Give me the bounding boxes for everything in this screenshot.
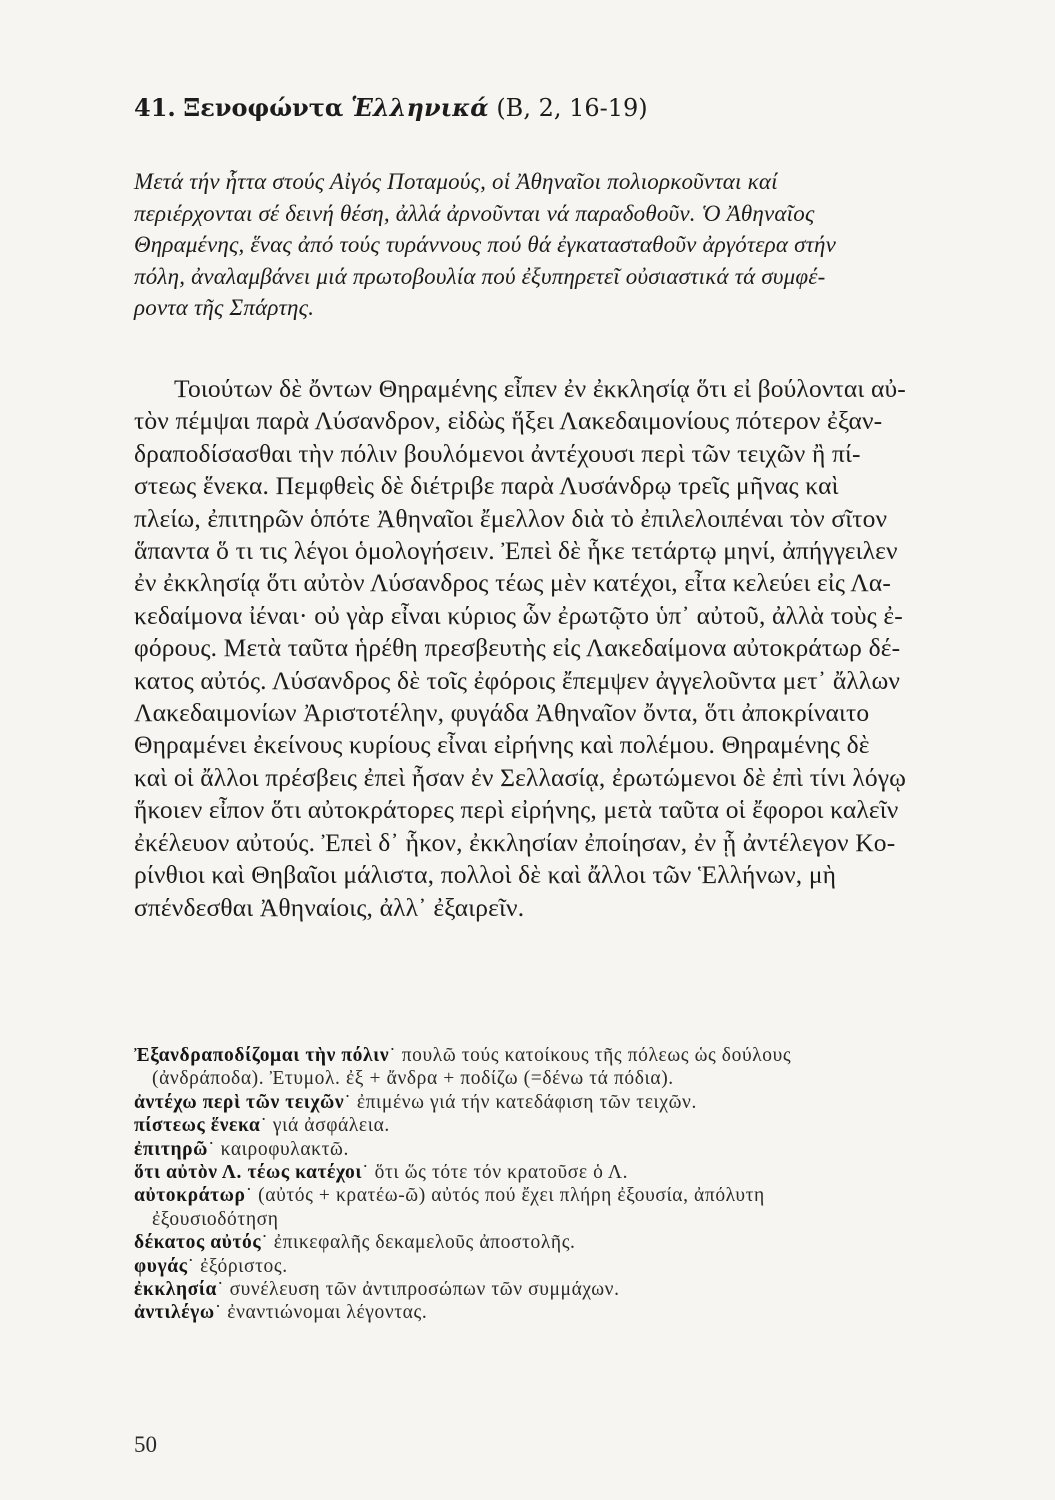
glossary-term: πίστεως ἕνεκα <box>134 1115 261 1137</box>
ancient-text <box>134 373 994 924</box>
glossary-definition: πουλῶ τούς κατοίκους τῆς πόλεως ὡς δούλους <box>401 1045 792 1066</box>
glossary-entry: αὐτοκράτωρ˙ (αὐτός + κρατέω-ῶ) αὐτός πού ἔχει πλήρη ἐξουσία, ἀπόλυτη <box>134 1185 765 1207</box>
text-line: φόρους. Μετὰ ταῦτα ἡρέθη πρεσβευτὴς εἰς Λακεδαίμονα αὐτοκράτωρ δέ- <box>134 633 901 663</box>
lesson-reference: (Β, 2, 16-19) <box>496 94 648 122</box>
glossary-entry-continuation <box>134 1208 994 1231</box>
glossary-definition: ἐξουσιοδότηση <box>152 1208 279 1230</box>
glossary-definition: καιροφυλακτῶ. <box>220 1138 349 1160</box>
glossary-entry: Ἐξανδραποδίζομαι τὴν πόλιν˙ πουλῶ τούς κατοίκους τῆς πόλεως ὡς δούλους <box>134 1045 792 1066</box>
glossary-definition: ἐναντιώνομαι λέγοντας. <box>227 1302 428 1324</box>
glossary-definition: ἐξόριστος. <box>200 1255 288 1277</box>
text-line: καὶ οἱ ἄλλοι πρέσβεις ἐπεὶ ἦσαν ἐν Σελλασίᾳ, ἐρωτώμενοι δὲ ἐπὶ τίνι λόγῳ <box>134 762 907 792</box>
glossary-definition: (αὐτός + κρατέω-ῶ) αὐτός πού ἔχει πλήρη ἐξουσία, ἀπόλυτη <box>258 1185 765 1207</box>
glossary-definition: ἐπικεφαλῆς δεκαμελοῦς ἀποστολῆς. <box>273 1232 576 1254</box>
glossary-term: ἀντιλέγω <box>134 1302 215 1324</box>
text-line: Τοιούτων δὲ ὄντων Θηραμένης εἶπεν ἐν ἐκκλησίᾳ ὅτι εἰ βούλονται αὐ- <box>174 374 906 403</box>
glossary-entry: ἀντιλέγω˙ ἐναντιώνομαι λέγοντας. <box>134 1302 428 1324</box>
text-line: κεδαίμονα ἰέναι· οὐ γὰρ εἶναι κύριος ὧν ἐρωτῷτο ὑπ᾽ αὐτοῦ, ἀλλὰ τοὺς ἐ- <box>134 600 903 630</box>
glossary-entry: ἀντέχω περὶ τῶν τειχῶν˙ ἐπιμένω γιά τήν κατεδάφιση τῶν τειχῶν. <box>134 1091 697 1113</box>
glossary-term: φυγάς <box>134 1255 188 1277</box>
text-line: στεως ἕνεκα. Πεμφθεὶς δὲ διέτριβε παρὰ Λυσάνδρῳ τρεῖς μῆνας καὶ <box>134 471 839 501</box>
glossary-definition: γιά ἀσφάλεια. <box>272 1115 390 1137</box>
glossary-term: Ἐξανδραποδίζομαι τὴν πόλιν <box>134 1045 390 1066</box>
page-number: 50 <box>134 1432 157 1457</box>
text-line: τὸν πέμψαι παρὰ Λύσανδρον, εἰδὼς ἥξει Λακεδαιμονίους πότερον ἐξαν- <box>134 406 883 436</box>
glossary-term: δέκατος αὐτός <box>134 1232 262 1254</box>
text-line: ρίνθιοι καὶ Θηβαῖοι μάλιστα, πολλοὶ δὲ καὶ ἄλλοι τῶν Ἑλλήνων, μὴ <box>134 860 837 890</box>
intro-line: πόλη, ἀναλαμβάνει μιά πρωτοβουλία πού ἐξυπηρετεῖ οὐσιαστικά τά συμφέ- <box>134 263 826 289</box>
glossary-entry: φυγάς˙ ἐξόριστος. <box>134 1255 288 1277</box>
glossary-definition: ὅτι ὥς τότε τόν κρατοῦσε ὁ Λ. <box>374 1162 629 1184</box>
glossary-entry: ὅτι αὐτὸν Λ. τέως κατέχοι˙ ὅτι ὥς τότε τόν κρατοῦσε ὁ Λ. <box>134 1162 629 1184</box>
glossary-entry: πίστεως ἕνεκα˙ γιά ἀσφάλεια. <box>134 1115 390 1137</box>
glossary-entry-continuation <box>134 1067 994 1090</box>
text-line: ἅπαντα ὅ τι τις λέγοι ὁμολογήσειν. Ἐπεὶ δὲ ἧκε τετάρτῳ μηνί, ἀπήγγειλεν <box>134 536 898 566</box>
intro-line: Μετά τήν ἧττα στούς Αἰγός Ποταμούς, οἱ Ἀθηναῖοι πολιορκοῦνται καί <box>134 169 778 194</box>
text-line: ἐν ἐκκλησίᾳ ὅτι αὐτὸν Λύσανδρος τέως μὲν κατέχοι, εἶτα κελεύει εἰς Λα- <box>134 568 892 598</box>
glossary-entry: ἐκκλησία˙ συνέλευση τῶν ἀντιπροσώπων τῶν συμμάχων. <box>134 1279 620 1301</box>
text-line: ἐκέλευον αὐτούς. Ἐπεὶ δ᾽ ἧκον, ἐκκλησίαν ἐποίησαν, ἐν ᾗ ἀντέλεγον Κο- <box>134 827 896 857</box>
intro-line: Θηραμένης, ἕνας ἀπό τούς τυράννους πού θά ἐγκατασταθοῦν ἀργότερα στήν <box>134 232 837 257</box>
glossary-entry: ἐπιτηρῶ˙ καιροφυλακτῶ. <box>134 1138 349 1160</box>
glossary-term: ἐκκλησία <box>134 1279 217 1301</box>
glossary-term: ἐπιτηρῶ <box>134 1138 209 1160</box>
glossary-term: αὐτοκράτωρ <box>134 1185 246 1207</box>
text-line: πλείω, ἐπιτηρῶν ὁπότε Ἀθηναῖοι ἔμελλον διὰ τὸ ἐπιλελοιπέναι τὸν σῖτον <box>134 503 888 533</box>
glossary-definition: ἐπιμένω γιά τήν κατεδάφιση τῶν τειχῶν. <box>356 1091 697 1113</box>
lesson-heading <box>134 92 994 124</box>
lesson-author: Ξενοφώντα <box>183 93 344 122</box>
text-line: κατος αὐτός. Λύσανδρος δὲ τοῖς ἐφόροις ἔπεμψεν ἀγγελοῦντα μετ᾽ ἄλλων <box>134 665 901 695</box>
glossary-entry: δέκατος αὐτός˙ ἐπικεφαλῆς δεκαμελοῦς ἀποστολῆς. <box>134 1232 576 1254</box>
glossary-definition: συνέλευση τῶν ἀντιπροσώπων τῶν συμμάχων. <box>229 1279 620 1301</box>
text-line: δραποδίσασθαι τὴν πόλιν βουλόμενοι ἀντέχουσι περὶ τῶν τειχῶν ἢ πί- <box>134 438 861 468</box>
text-line: σπένδεσθαι Ἀθηναίοις, ἀλλ᾽ ἐξαιρεῖν. <box>134 892 525 922</box>
intro-paragraph <box>134 166 994 324</box>
lesson-number: 41. <box>134 93 176 122</box>
text-line: Θηραμένει ἐκείνους κυρίους εἶναι εἰρήνης καὶ πολέμου. Θηραμένης δὲ <box>134 730 870 760</box>
text-line: Λακεδαιμονίων Ἀριστοτέλην, φυγάδα Ἀθηναῖον ὄντα, ὅτι ἀποκρίναιτο <box>134 698 870 728</box>
glossary-notes <box>134 1044 994 1325</box>
glossary-term: ὅτι αὐτὸν Λ. τέως κατέχοι <box>134 1162 363 1184</box>
lesson-work-title: Ἑλληνικά <box>351 93 489 122</box>
intro-line: ροντα τῆς Σπάρτης. <box>134 295 315 320</box>
glossary-term: ἀντέχω περὶ τῶν τειχῶν <box>134 1091 345 1113</box>
glossary-definition: (ἀνδράποδα). Ἐτυμολ. ἐξ + ἄνδρα + ποδίζω (=δένω τά πόδια). <box>152 1068 674 1090</box>
intro-line: περιέρχονται σέ δεινή θέση, ἀλλά ἀρνοῦνται νά παραδοθοῦν. Ὁ Ἀθηναῖος <box>134 200 815 226</box>
text-line: ἥκοιεν εἶπον ὅτι αὐτοκράτορες περὶ εἰρήνης, μετὰ ταῦτα οἱ ἔφοροι καλεῖν <box>134 795 899 825</box>
